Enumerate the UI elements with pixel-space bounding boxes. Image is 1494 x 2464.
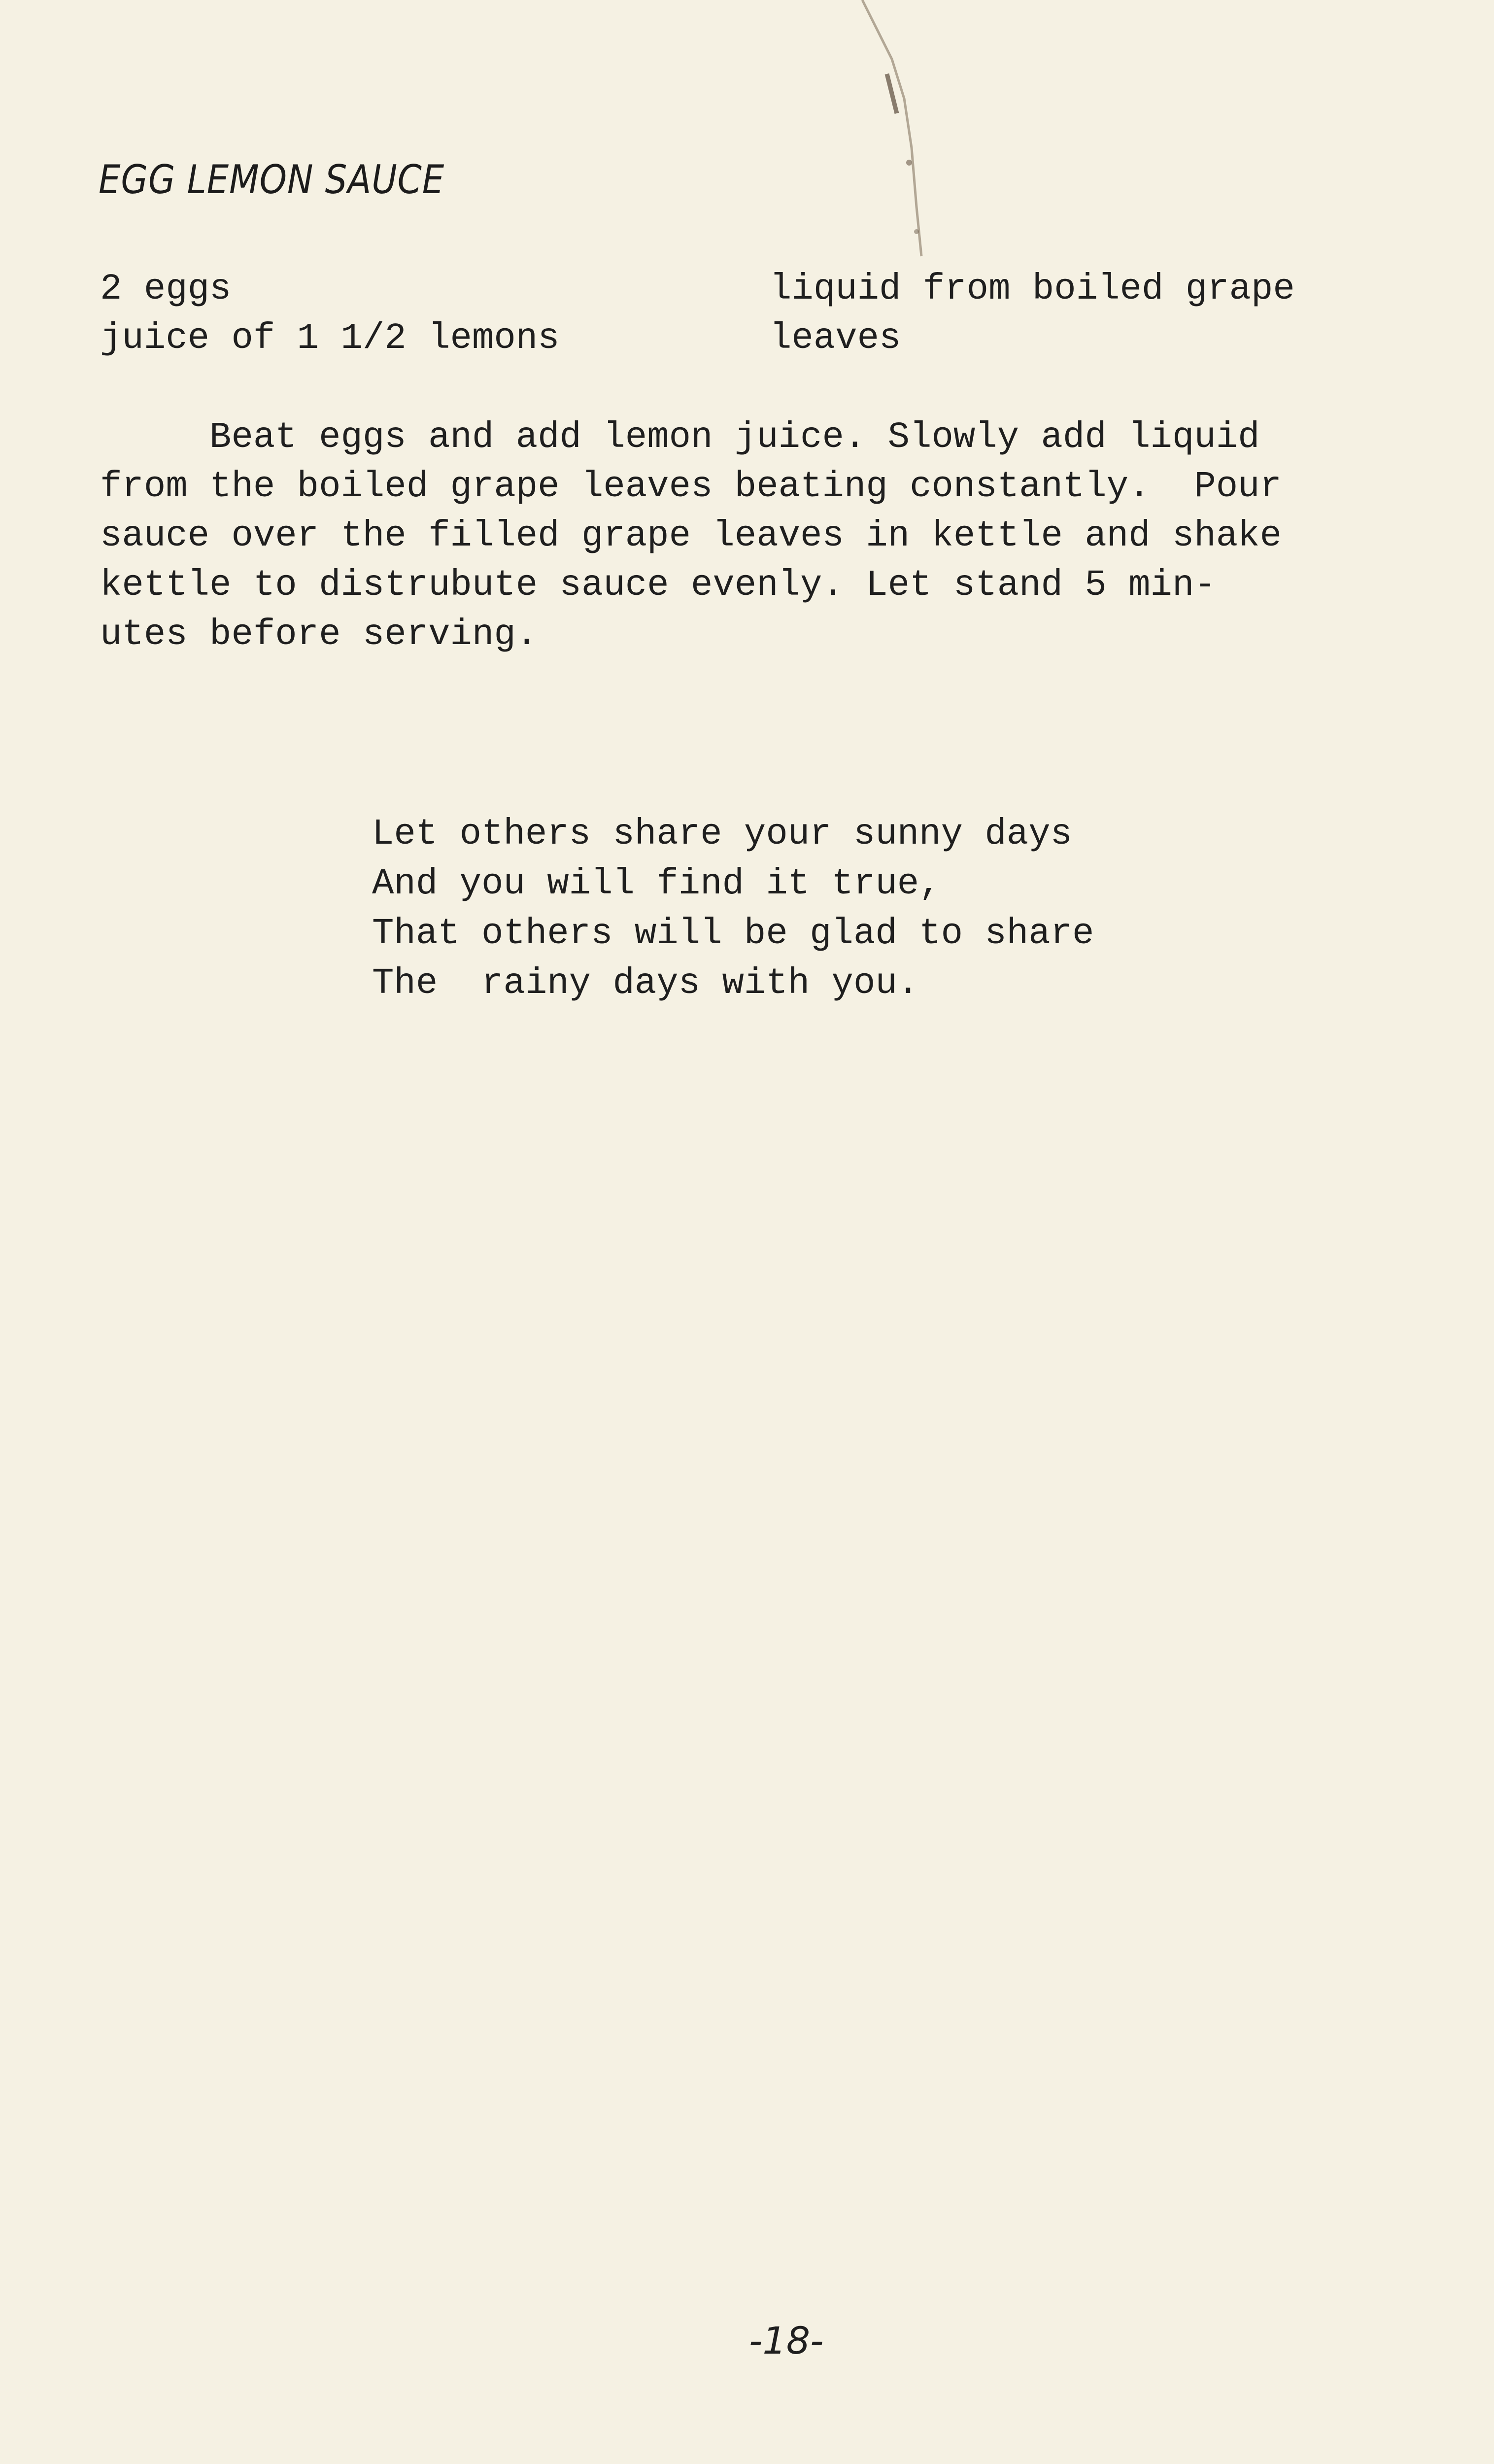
poem xyxy=(372,810,1094,1009)
page-number: -18- xyxy=(749,2319,824,2362)
poem-line: That others will be glad to share xyxy=(372,913,1094,955)
instruction-line: Beat eggs and add lemon juice. Slowly add liquid xyxy=(100,417,1260,458)
poem-line: And you will find it true, xyxy=(372,863,941,905)
ingredient-right-1: liquid from boiled grape xyxy=(770,269,1295,310)
ingredient-left-1: 2 eggs xyxy=(100,269,232,310)
poem-line: Let others share your sunny days xyxy=(372,814,1073,855)
poem-line: The rainy days with you. xyxy=(372,963,919,1004)
recipe-instructions xyxy=(100,413,1440,659)
ingredient-right-2: leaves xyxy=(770,318,901,359)
instruction-line: utes before serving. xyxy=(100,614,538,655)
instruction-line: from the boiled grape leaves beating constantly. Pour xyxy=(100,466,1282,508)
instruction-line: sauce over the filled grape leaves in kettle and shake xyxy=(100,515,1282,557)
page-crease-mark xyxy=(857,0,966,276)
recipe-title: EGG LEMON SAUCE xyxy=(99,157,445,203)
instruction-line: kettle to distrubute sauce evenly. Let stand 5 min- xyxy=(100,565,1216,606)
ingredient-left-2: juice of 1 1/2 lemons xyxy=(100,318,560,359)
